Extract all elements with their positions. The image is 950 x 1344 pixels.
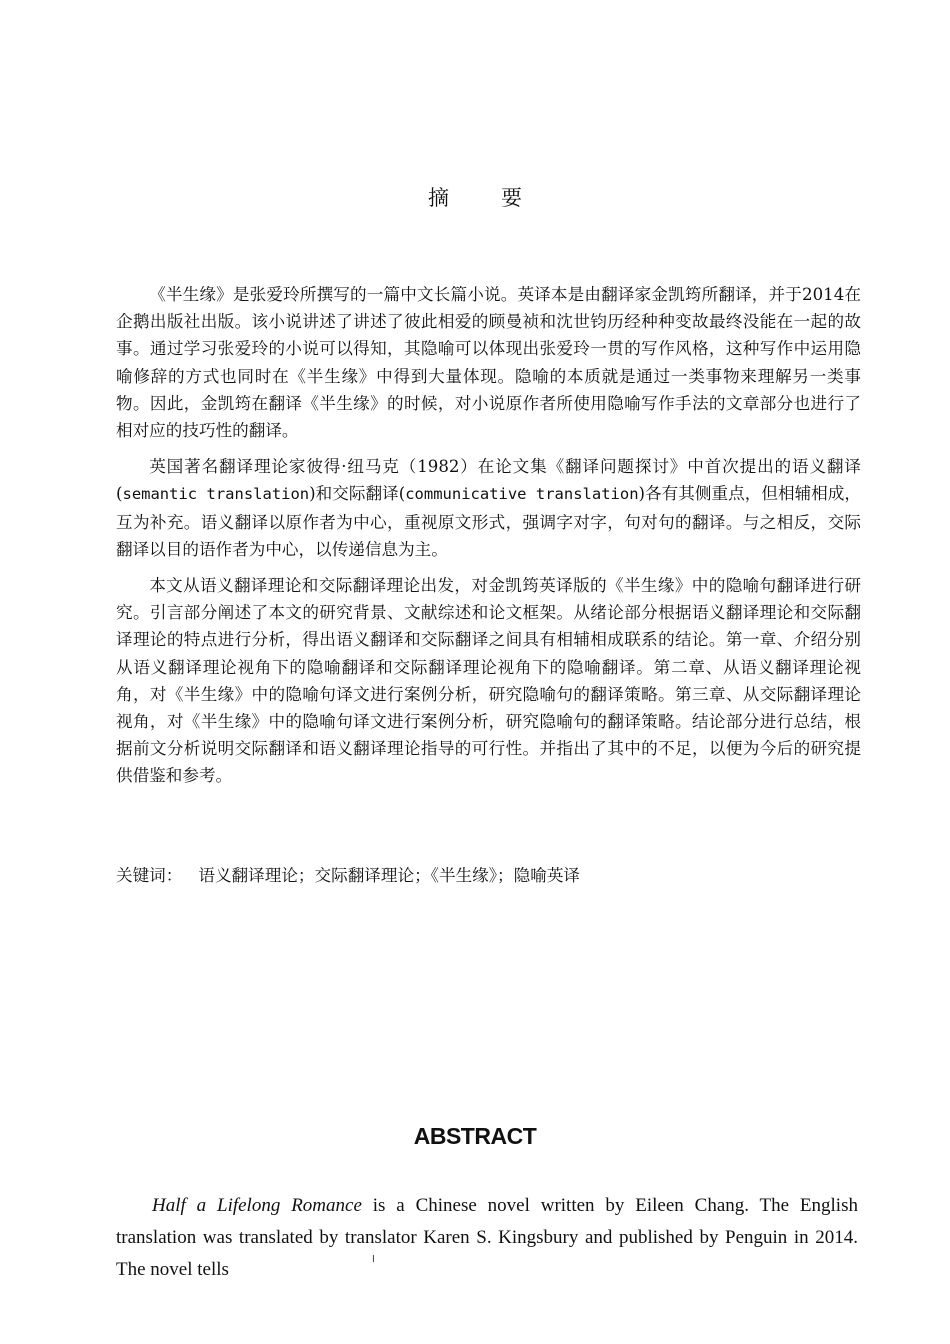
chinese-abstract-title: 摘要 (428, 186, 574, 210)
english-paragraph-1 (116, 1190, 858, 1286)
keywords-line (116, 862, 580, 889)
term-semantic-translation: semantic translation (122, 485, 310, 504)
keywords-label: 关键词： (116, 866, 183, 885)
book-title: Half a Lifelong Romance (152, 1195, 362, 1216)
english-paragraph-text: is a Chinese novel written by Eileen Chang. The English translation was translated by translator Karen S. Kingsbury and published by Penguin in 2014. The novel tells (116, 1195, 858, 1280)
chinese-paragraph-1: 《半生缘》是张爱玲所撰写的一篇中文长篇小说。英译本是由翻译家金凯筠所翻译，并于2014在企鹅出版社出版。该小说讲述了讲述了彼此相爱的顾曼祯和沈世钧历经种种变故最终没能在一起的故事。通过学习张爱玲的小说可以得知，其隐喻可以体现出张爱玲一贯的写作风格，这种写作中运用隐喻修辞的方式也同时在《半生缘》中得到大量体现。隐喻的本质就是通过一类事物来理解另一类事物。因此，金凯筠在翻译《半生缘》的时候，对小说原作者所使用隐喻写作手法的文章部分也进行了相对应的技巧性的翻译。 (116, 285, 861, 441)
english-abstract-title: ABSTRACT (413, 1123, 537, 1149)
term-communicative-translation: communicative translation (405, 485, 639, 504)
chinese-abstract-body (116, 281, 861, 799)
paragraph-2-text-b: )和交际翻译( (309, 484, 406, 504)
chinese-paragraph-3: 本文从语义翻译理论和交际翻译理论出发，对金凯筠英译版的《半生缘》中的隐喻句翻译进行研究。引言部分阐述了本文的研究背景、文献综述和论文框架。从绪论部分根据语义翻译理论和交际翻译理论的特点进行分析，得出语义翻译和交际翻译之间具有相辅相成联系的结论。第一章、介绍分别从语义翻译理论视角下的隐喻翻译和交际翻译理论视角下的隐喻翻译。第二章、从语义翻译理论视角，对《半生缘》中的隐喻句译文进行案例分析，研究隐喻句的翻译策略。第三章、从交际翻译理论视角，对《半生缘》中的隐喻句译文进行案例分析，研究隐喻句的翻译策略。结论部分进行总结，根据前文分析说明交际翻译和语义翻译理论指导的可行性。并指出了其中的不足，以便为今后的研究提供借鉴和参考。 (116, 576, 861, 786)
chinese-paragraph-2 (116, 453, 861, 563)
page-number-mark: I (372, 1254, 375, 1265)
paragraph-2-text-c: )各有其侧重点，但相辅相成，互为补充。语义翻译以原作者为中心，重视原文形式，强调字对字，句对句的翻译。与之相反，交际翻译以目的语作者为中心，以传递信息为主。 (116, 484, 862, 559)
paragraph-2-text-a: 英国著名翻译理论家彼得·纽马克（1982）在论文集《翻译问题探讨》中首次提出的语义翻译( (116, 457, 861, 504)
english-abstract-body (116, 1190, 858, 1286)
keywords-value: 语义翻译理论；交际翻译理论；《半生缘》；隐喻英译 (198, 866, 581, 885)
